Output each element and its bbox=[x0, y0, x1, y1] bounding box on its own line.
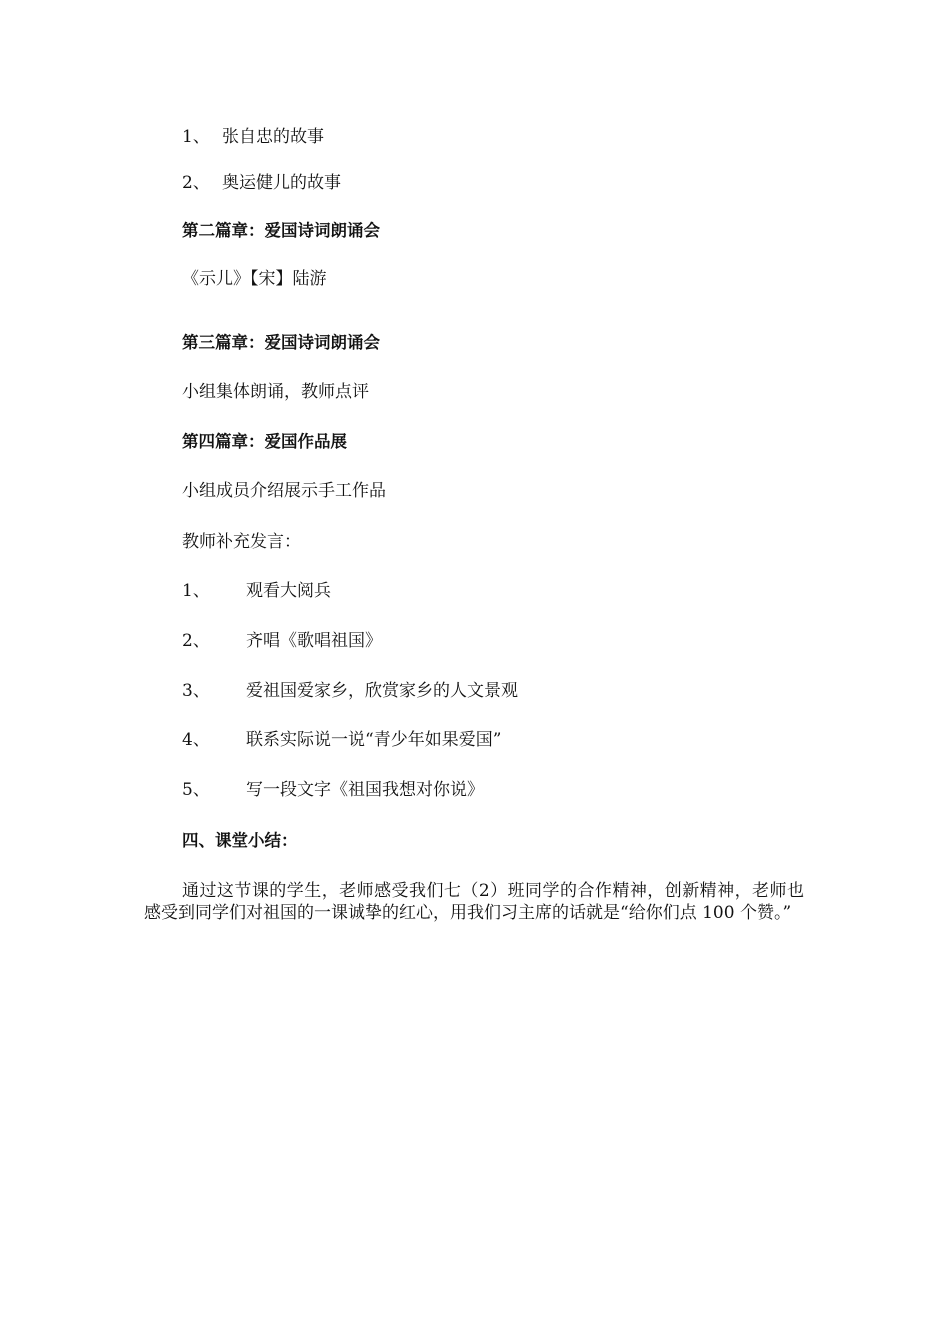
teacher-item-1 bbox=[182, 580, 331, 602]
summary-heading: 四、课堂小结： bbox=[182, 831, 298, 850]
list-text: 齐唱《歌唱祖国》 bbox=[246, 631, 382, 651]
poem-line: 《示儿》【宋】陆游 bbox=[182, 269, 327, 289]
list-number: 1、 bbox=[182, 581, 210, 601]
teacher-item-5 bbox=[182, 779, 484, 801]
list-text: 写一段文字《祖国我想对你说》 bbox=[246, 780, 484, 800]
list-number: 2、 bbox=[182, 631, 210, 651]
chapter3-text: 小组集体朗诵，教师点评 bbox=[182, 382, 369, 402]
teacher-item-4 bbox=[182, 729, 501, 751]
list-number: 4、 bbox=[182, 730, 210, 750]
list-number: 5、 bbox=[182, 780, 210, 800]
list-text: 张自忠的故事 bbox=[222, 127, 324, 147]
teacher-item-2 bbox=[182, 630, 382, 652]
list-text: 奥运健儿的故事 bbox=[222, 173, 341, 193]
chapter2-heading: 第二篇章：爱国诗词朗诵会 bbox=[182, 221, 380, 240]
list-number: 2、 bbox=[182, 173, 210, 193]
summary-paragraph: 通过这节课的学生，老师感受我们七（2）班同学的合作精神，创新精神，老师也感受到同学们对祖国的一课诚挚的红心，用我们习主席的话就是“给你们点 100 个赞。” bbox=[144, 881, 804, 923]
list-text: 联系实际说一说“青少年如果爱国” bbox=[246, 730, 502, 750]
list-text: 爱祖国爱家乡，欣赏家乡的人文景观 bbox=[246, 681, 518, 701]
teacher-label: 教师补充发言： bbox=[182, 532, 301, 552]
list-number: 3、 bbox=[182, 681, 210, 701]
teacher-item-3 bbox=[182, 680, 518, 702]
chapter4-text: 小组成员介绍展示手工作品 bbox=[182, 481, 386, 501]
list-text: 观看大阅兵 bbox=[246, 581, 331, 601]
story-item-1 bbox=[182, 126, 324, 148]
story-item-2 bbox=[182, 172, 341, 194]
chapter3-heading: 第三篇章：爱国诗词朗诵会 bbox=[182, 333, 380, 352]
chapter4-heading: 第四篇章：爱国作品展 bbox=[182, 432, 347, 451]
list-number: 1、 bbox=[182, 127, 210, 147]
